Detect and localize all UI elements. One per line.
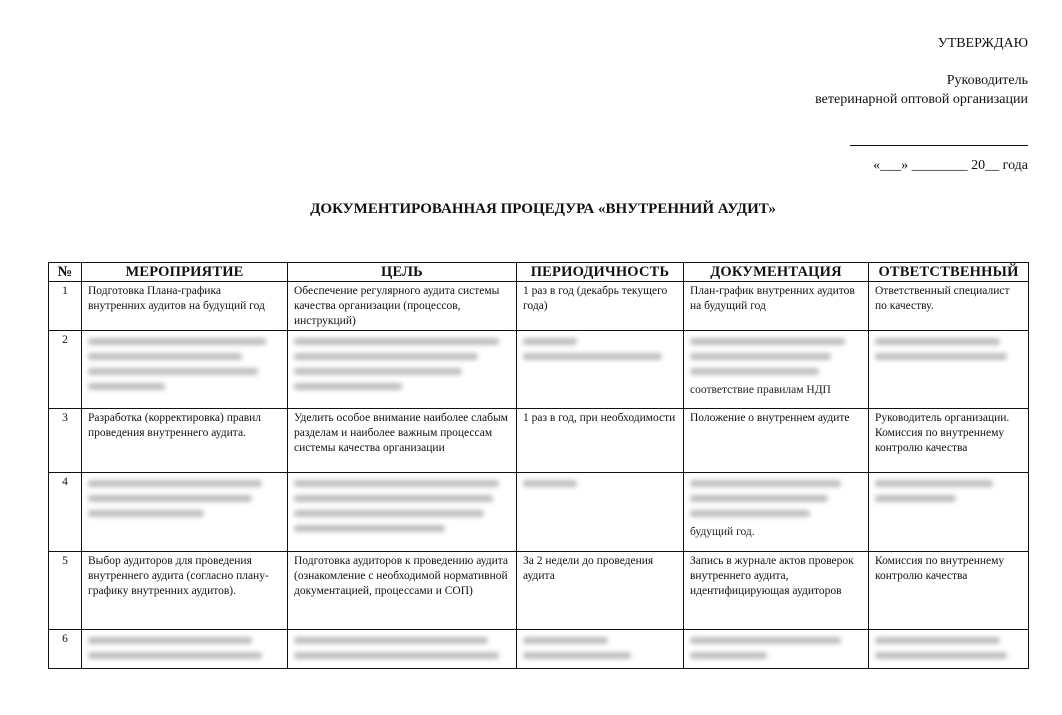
- docs-fragment: соответствие правилам НДП: [690, 384, 831, 396]
- table-row-redacted: [49, 473, 1029, 552]
- procedure-table: [48, 262, 1029, 669]
- approval-position-line2: ветеринарной оптовой организации: [815, 92, 1028, 107]
- redacted-cell: [684, 630, 869, 669]
- row-num: 1: [49, 282, 82, 331]
- header-docs: ДОКУМЕНТАЦИЯ: [684, 263, 869, 282]
- row-event: Выбор аудиторов для проведения внутреннего аудита (согласно плану-графику внутренних аудитов).: [82, 552, 288, 630]
- approval-block: [708, 34, 1028, 175]
- row-goal: Обеспечение регулярного аудита системы качества организации (процессов, инструкций): [288, 282, 517, 331]
- table-header-row: [49, 263, 1029, 282]
- table-row: [49, 552, 1029, 630]
- redacted-cell: [684, 331, 869, 409]
- row-goal: Подготовка аудиторов к проведению аудита (ознакомление с необходимой нормативной документацией, процессами и СОП): [288, 552, 517, 630]
- row-docs: Запись в журнале актов проверок внутреннего аудита, идентифицирующая аудиторов: [684, 552, 869, 630]
- row-event: Подготовка Плана-графика внутренних аудитов на будущий год: [82, 282, 288, 331]
- row-period: За 2 недели до проведения аудита: [517, 552, 684, 630]
- table-row: [49, 409, 1029, 473]
- redacted-cell: [517, 473, 684, 552]
- redacted-cell: [288, 630, 517, 669]
- table-row: [49, 282, 1029, 331]
- row-num: 6: [49, 630, 82, 669]
- row-resp: Ответственный специалист по качеству.: [869, 282, 1029, 331]
- approval-heading: УТВЕРЖДАЮ: [937, 36, 1028, 51]
- redacted-cell: [82, 630, 288, 669]
- redacted-cell: [288, 473, 517, 552]
- redacted-cell: [869, 630, 1029, 669]
- redacted-cell: [869, 331, 1029, 409]
- redacted-cell: [82, 331, 288, 409]
- row-event: Разработка (корректировка) правил проведения внутреннего аудита.: [82, 409, 288, 473]
- row-docs: План-график внутренних аудитов на будущий год: [684, 282, 869, 331]
- row-resp: Руководитель организации. Комиссия по внутреннему контролю качества: [869, 409, 1029, 473]
- table-row-redacted: [49, 630, 1029, 669]
- row-period: 1 раз в год (декабрь текущего года): [517, 282, 684, 331]
- row-num: 4: [49, 473, 82, 552]
- row-num: 3: [49, 409, 82, 473]
- approval-position-line1: Руководитель: [946, 73, 1028, 88]
- signature-line: [850, 131, 1028, 146]
- row-num: 2: [49, 331, 82, 409]
- row-num: 5: [49, 552, 82, 630]
- docs-fragment: будущий год.: [690, 526, 755, 538]
- redacted-cell: [684, 473, 869, 552]
- row-docs: Положение о внутреннем аудите: [684, 409, 869, 473]
- redacted-cell: [288, 331, 517, 409]
- approval-date-line: «___» ________ 20__ года: [873, 158, 1028, 173]
- document-title: ДОКУМЕНТИРОВАННАЯ ПРОЦЕДУРА «ВНУТРЕННИЙ АУДИТ»: [310, 201, 776, 217]
- header-num: №: [49, 263, 82, 282]
- row-resp: Комиссия по внутреннему контролю качества: [869, 552, 1029, 630]
- redacted-cell: [869, 473, 1029, 552]
- redacted-cell: [517, 331, 684, 409]
- header-goal: ЦЕЛЬ: [288, 263, 517, 282]
- row-period: 1 раз в год, при необходимости: [517, 409, 684, 473]
- redacted-cell: [82, 473, 288, 552]
- redacted-cell: [517, 630, 684, 669]
- row-goal: Уделить особое внимание наиболее слабым разделам и наиболее важным процессам системы качества организации: [288, 409, 517, 473]
- header-event: МЕРОПРИЯТИЕ: [82, 263, 288, 282]
- header-period: ПЕРИОДИЧНОСТЬ: [517, 263, 684, 282]
- table-row-redacted: [49, 331, 1029, 409]
- header-resp: ОТВЕТСТВЕННЫЙ: [869, 263, 1029, 282]
